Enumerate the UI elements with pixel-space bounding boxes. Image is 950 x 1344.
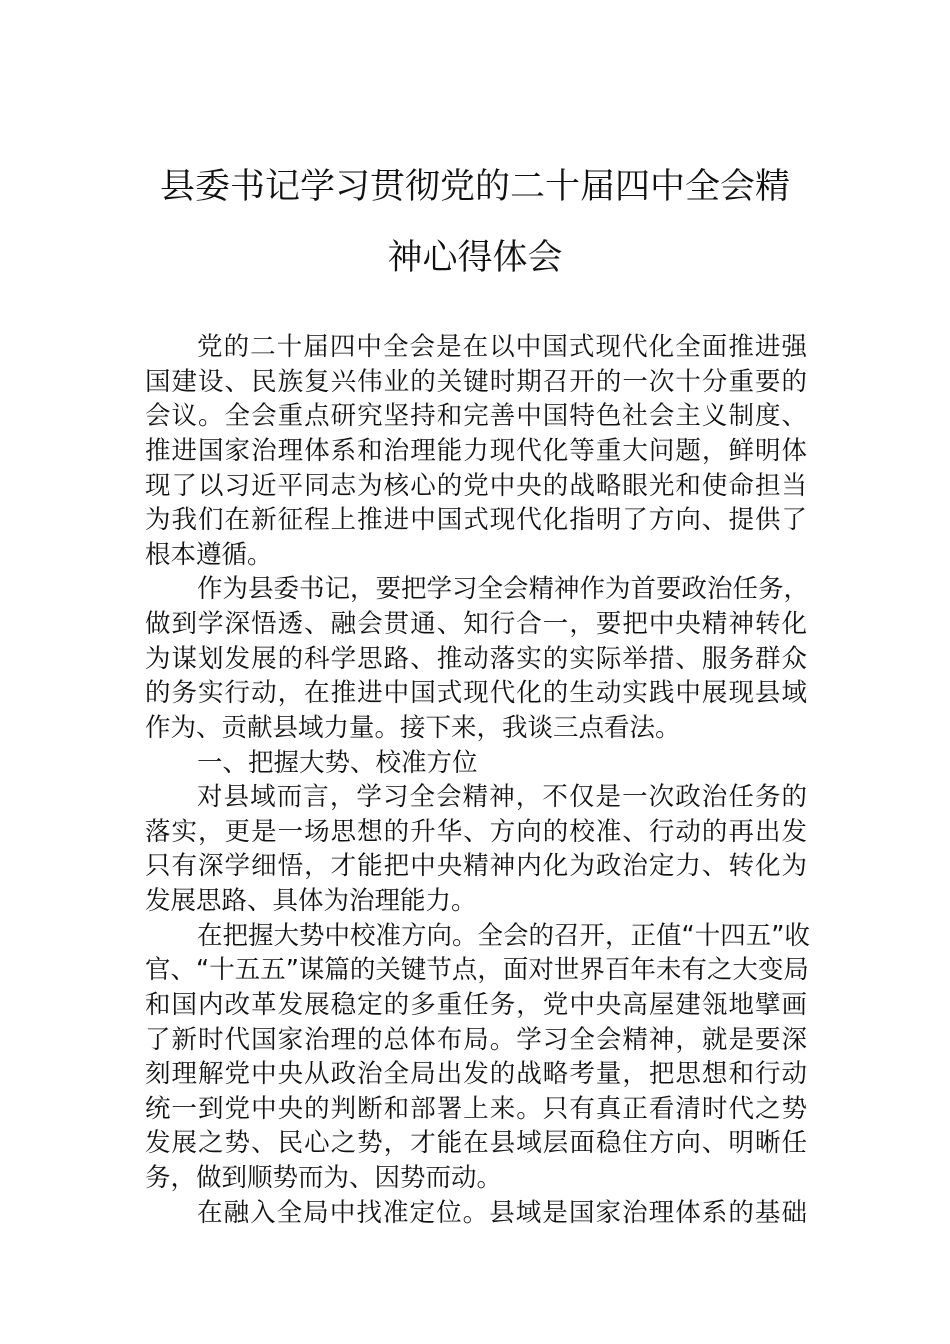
document-body xyxy=(145,330,810,1230)
text-line: 国建设、民族复兴伟业的关键时期召开的一次十分重要的 xyxy=(145,366,807,397)
section-heading xyxy=(145,746,807,781)
text-line: 的务实行动，在推进中国式现代化的生动实践中展现县域 xyxy=(145,678,807,709)
text-line: 根本遵循。 xyxy=(145,539,273,570)
document-title-line-2: 神心得体会 xyxy=(387,238,563,278)
paragraph-county xyxy=(145,780,807,919)
heading-text: 一、把握大势、校准方位 xyxy=(197,747,478,778)
text-line: 党的二十届四中全会是在以中国式现代化全面推进强 xyxy=(197,332,807,362)
text-line: 刻理解党中央从政治全局出发的战略考量，把思想和行动 xyxy=(145,1059,807,1090)
text-line: 发展思路、具体为治理能力。 xyxy=(145,886,477,916)
text-line: 务，做到顺势而为、因势而动。 xyxy=(145,1163,503,1193)
text-line: 统一到党中央的判断和部署上来。只有真正看清时代之势 xyxy=(145,1093,807,1124)
paragraph-direction xyxy=(145,919,810,1196)
text-line: 为谋划发展的科学思路、推动落实的实际举措、服务群众 xyxy=(145,643,807,674)
text-line: 了新时代国家治理的总体布局。学习全会精神，就是要深 xyxy=(145,1024,807,1055)
text-line: 发展之势、民心之势，才能在县域层面稳住方向、明晰任 xyxy=(145,1128,807,1159)
text-line: 作为县委书记，要把学习全会精神作为首要政治任务， xyxy=(197,574,810,605)
text-line: 会议。全会重点研究坚持和完善中国特色社会主义制度、 xyxy=(145,401,807,432)
text-line: 只有深学细悟，才能把中央精神内化为政治定力、转化为 xyxy=(145,851,807,882)
text-line: 对县域而言，学习全会精神，不仅是一次政治任务的 xyxy=(197,782,807,813)
text-line: 在融入全局中找准定位。县域是国家治理体系的基础 xyxy=(197,1197,807,1228)
text-line: 现了以习近平同志为核心的党中央的战略眼光和使命担当 xyxy=(145,470,807,501)
text-line: 做到学深悟透、融会贯通、知行合一，要把中央精神转化 xyxy=(145,609,807,639)
text-line: 在把握大势中校准方向。全会的召开，正值“十四五”收 xyxy=(197,920,810,951)
text-line: 推进国家治理体系和治理能力现代化等重大问题，鲜明体 xyxy=(145,435,807,466)
text-line: 作为、贡献县域力量。接下来，我谈三点看法。 xyxy=(145,712,681,743)
text-line: 和国内改革发展稳定的多重任务，党中央高屋建瓴地擘画 xyxy=(145,989,807,1020)
paragraph-role xyxy=(145,572,810,745)
text-line: 落实，更是一场思想的升华、方向的校准、行动的再出发 xyxy=(145,816,807,847)
text-line: 为我们在新征程上推进中国式现代化指明了方向、提供了 xyxy=(145,505,807,536)
text-line: 官、“十五五”谋篇的关键节点，面对世界百年未有之大变局 xyxy=(145,955,809,986)
paragraph-positioning xyxy=(145,1196,807,1231)
document-title-line-1: 县委书记学习贯彻党的二十届四中全会精 xyxy=(159,167,790,207)
paragraph-intro xyxy=(145,330,807,572)
